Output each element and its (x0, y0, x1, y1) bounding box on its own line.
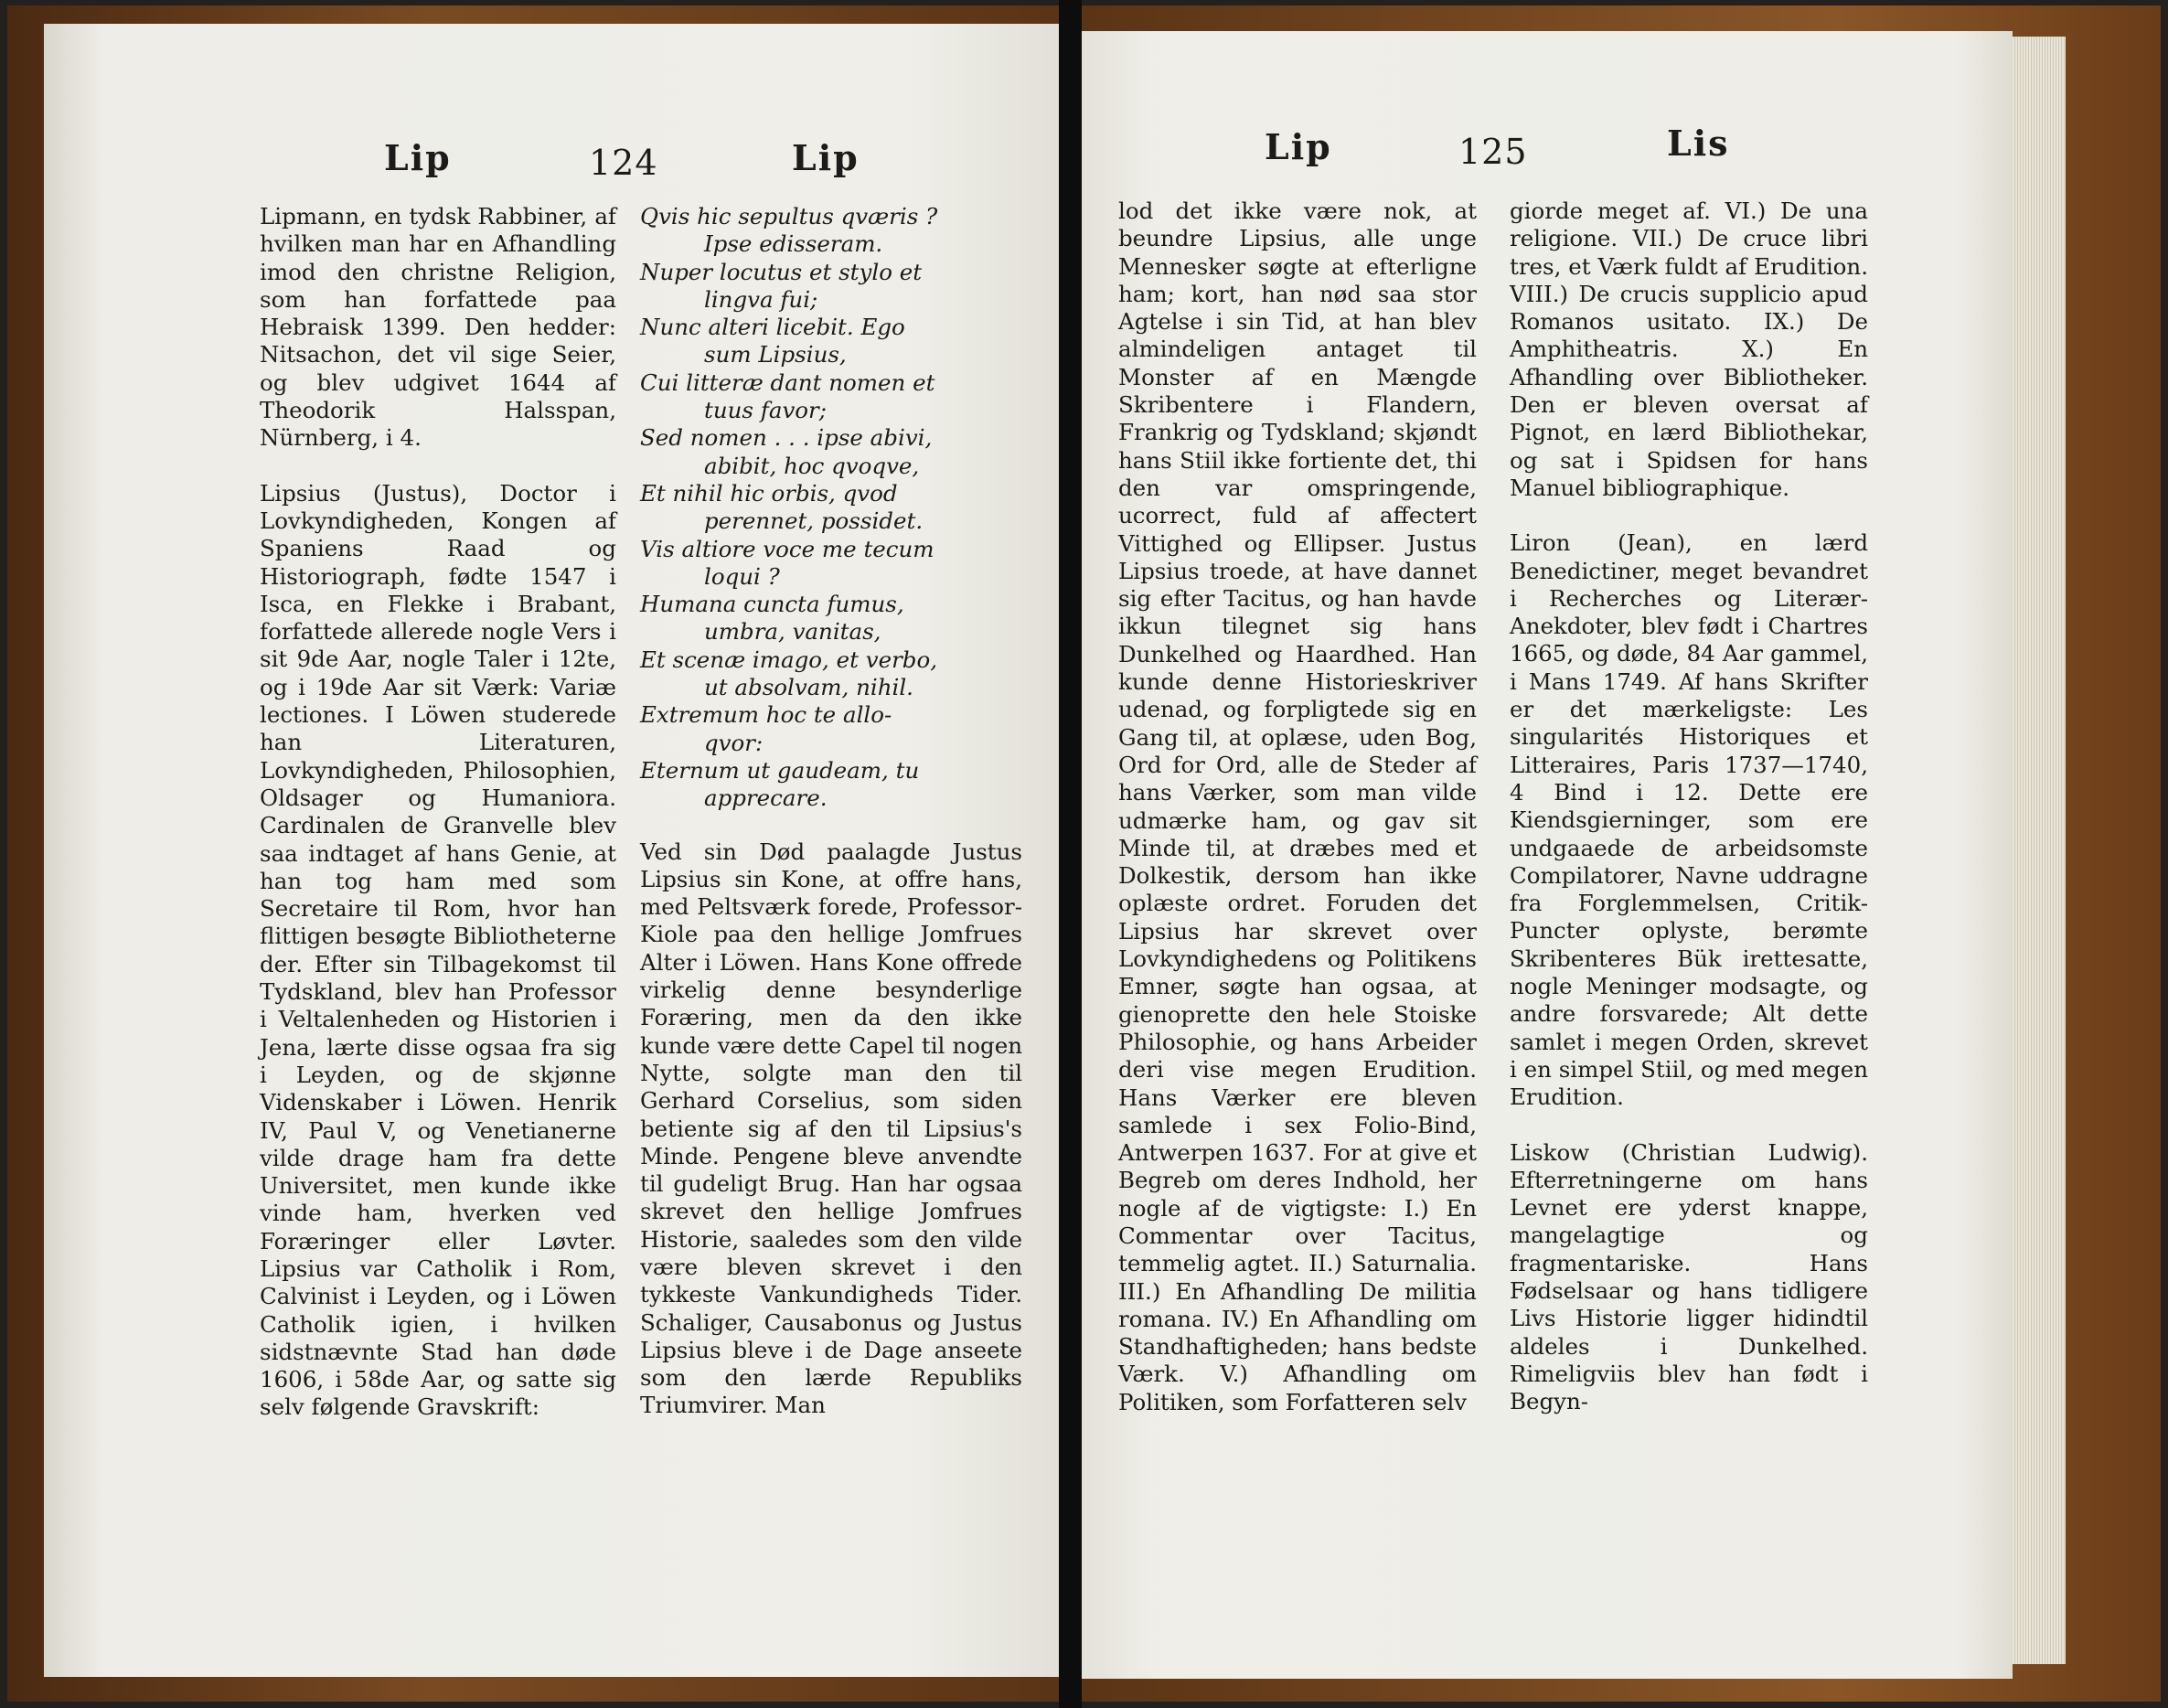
lipsius-works-continued: giorde meget af. VI.) De una religione. VII.) De cruce libri tres, et Værk fuldt af Erudition. VIII.) De crucis supplicio apud Romanos usitato. IX.) De Amphitheatris. X.) En Afhandling over Bibliotheker. Den er bleven oversat af Pignot, en lærd Bibliothekar, og sat i Spidsen for hans Manuel bibliographique. (1510, 197, 1868, 501)
verse-line: Cui litteræ dant nomen et (640, 368, 935, 396)
running-head-left: Lip (384, 137, 452, 178)
right-page (1082, 31, 2013, 1679)
verse-line: Qvis hic sepultus qværis ? (640, 203, 938, 230)
running-head-left: Lip (1265, 126, 1332, 167)
verse-line: Vis altiore voce me tecum (640, 535, 934, 562)
verse-line: apprecare. (704, 785, 828, 812)
right-page-column-2 (1510, 197, 1868, 1415)
verse-line: tuus favor; (704, 397, 827, 424)
right-page-column-1 (1118, 197, 1477, 1416)
entry-lipmann: Lipmann, en tydsk Rabbiner, af hvilken man har en Afhandling imod den christne Religion, som han forfattede paa Hebraisk 1399. Den hedder: Nitsachon, det vil sige Seier, og blev udgivet 1644 af Theodorik Halsspan, Nürnberg, i 4. (260, 203, 616, 452)
running-head-right: Lip (792, 137, 860, 178)
verse-line: abibit, hoc qvoqve, (704, 452, 920, 479)
page-number: 125 (1458, 132, 1528, 172)
page-edges (2013, 37, 2066, 1664)
entry-liskow: Liskow (Christian Ludwig). Efterretningerne om hans Levnet ere yderst knappe, mangelagtige og fragmentariske. Hans Fødselsaar og hans tidligere Livs Historie ligger hidindtil aldeles i Dunkelhed. Rimeligviis blev han født i Begyn- (1510, 1138, 1868, 1415)
verse-line: Ipse edisseram. (704, 230, 883, 258)
verse-line: Et scenæ imago, et verbo, (640, 646, 937, 673)
epitaph-aftermath: Ved sin Død paalagde Justus Lipsius sin Kone, at offre hans, med Peltsværk forede, Professor-Kiole paa den hellige Jomfrues Alter i Löwen. Hans Kone offrede virkelig denne besynderlige Foræring, men da den ikke kunde være dette Capel til nogen Nytte, solgte man den til Gerhard Corselius, som siden betiente sig af den til Lipsius's Minde. Pengene bleve anvendte til gudeligt Brug. Han har ogsaa skrevet den hellige Jomfrues Historie, saaledes som den vilde være bleven skrevet i den tykkeste Vankundigheds Tider. Schaliger, Causabonus og Justus Lipsius bleve i de Dage anseete som den lærde Republiks Triumvirer. Man (640, 838, 1022, 1419)
verse-line: Et nihil hic orbis, qvod (640, 479, 898, 507)
verse-line: perennet, possidet. (704, 507, 924, 535)
verse-line: Nuper locutus et stylo et (640, 258, 923, 285)
verse-line: qvor: (704, 729, 764, 756)
running-head-right: Lis (1667, 123, 1730, 164)
entry-liron: Liron (Jean), en lærd Benedictiner, meget bevandret i Recherches og Literær-Anekdoter, blev født i Chartres 1665, og døde, 84 Aar gammel, i Mans 1749. Af hans Skrifter er det mærkeligste: Les singularités Historiques et Litteraires, Paris 1737—1740, 4 Bind i 12. Dette ere Kiendsgierninger, som ere undgaaede de arbeidsomste Compilatorer, Navne uddragne fra Forglemmelsen, Critik-Puncter oplyste, berømte Skribenteres Bük irettesatte, nogle Meninger modsagte, og andre forsvarede; Alt dette samlet i megen Orden, skrevet i en simpel Stiil, og med megen Erudition. (1510, 529, 1868, 1111)
left-page (44, 24, 1059, 1677)
verse-line: umbra, vanitas, (704, 618, 881, 646)
book-gutter (1059, 0, 1082, 1708)
verse-line: ut absolvam, nihil. (704, 674, 913, 701)
entry-lipsius: Lipsius (Justus), Doctor i Lovkyndigheden, Kongen af Spaniens Raad og Historiograph, fødte 1547 i Isca, en Flekke i Brabant, forfattede allerede nogle Vers i sit 9de Aar, nogle Taler i 12te, og i 19de Aar sit Værk: Variæ lectiones. I Löwen studerede han Literaturen, Lovkyndigheden, Philosophien, Oldsager og Humaniora. Cardinalen de Granvelle blev saa indtaget af hans Genie, at han tog ham med som Secretaire til Rom, hvor han flittigen besøgte Bibliotheterne der. Efter sin Tilbagekomst til Tydskland, blev han Professor i Veltalenheden og Historien i Jena, lærte disse ogsaa fra sig i Leyden, og de skjønne Videnskaber i Löwen. Henrik IV, Paul V, og Venetianerne vilde drage ham fra dette Universitet, men kunde ikke vinde ham, hverken ved Foræringer eller Løvter. Lipsius var Catholik i Rom, Calvinist i Leyden, og i Löwen Catholik igien, i hvilken sidstnævnte Stad han døde 1606, i 58de Aar, og satte sig selv følgende Gravskrift: (260, 479, 616, 1421)
verse-line: Extremum hoc te allo- (640, 701, 892, 729)
left-page-column-2 (640, 203, 1022, 1420)
verse-line: sum Lipsius, (704, 341, 847, 368)
page-number: 124 (589, 143, 658, 183)
verse-line: Humana cuncta fumus, (640, 591, 904, 618)
verse-line: Sed nomen . . . ipse abivi, (640, 424, 933, 452)
epitaph-verse (640, 203, 1022, 813)
verse-line: lingva fui; (704, 285, 818, 313)
left-page-column-1 (260, 203, 616, 1422)
verse-line: Eternum ut gaudeam, tu (640, 756, 920, 784)
verse-line: Nunc alteri licebit. Ego (640, 314, 905, 341)
verse-line: loqui ? (704, 562, 780, 590)
lipsius-continued: lod det ikke være nok, at beundre Lipsius, alle unge Mennesker søgte at efterligne ham; kort, han nød saa stor Agtelse i sin Tid, at han blev almindeligen antaget til Monster af en Mængde Skribentere i Flandern, Frankrig og Tydskland; skjøndt hans Stiil ikke fortiente det, thi den var omspringende, ucorrect, fuld af affectert Vittighed og Ellipser. Justus Lipsius troede, at have dannet sig efter Tacitus, og han havde ikkun tilegnet sig hans Dunkelhed og Haardhed. Han kunde denne Historieskriver udenad, og forpligtede sig en Gang til, at oplæse, uden Bog, Ord for Ord, alle de Steder af hans Værker, som man vilde udmærke ham, og gav sit Minde til, at dræbes med et Dolkestik, dersom han ikke oplæste ordret. Foruden det Lipsius har skrevet over Lovkyndighedens og Politikens Emner, søgte han ogsaa, at gienoprette den hele Stoiske Philosophie, og hans Arbeider deri vise megen Erudition. Hans Værker ere bleven samlede i sex Folio-Bind, Antwerpen 1637. For at give et Begreb om deres Indhold, her nogle af de vigtigste: I.) En Commentar over Tacitus, temmelig agtet. II.) Saturnalia. III.) En Afhandling De militia romana. IV.) En Afhandling om Standhaftigheden; hans bedste Værk. V.) Afhandling om Politiken, som Forfatteren selv (1118, 197, 1477, 1415)
